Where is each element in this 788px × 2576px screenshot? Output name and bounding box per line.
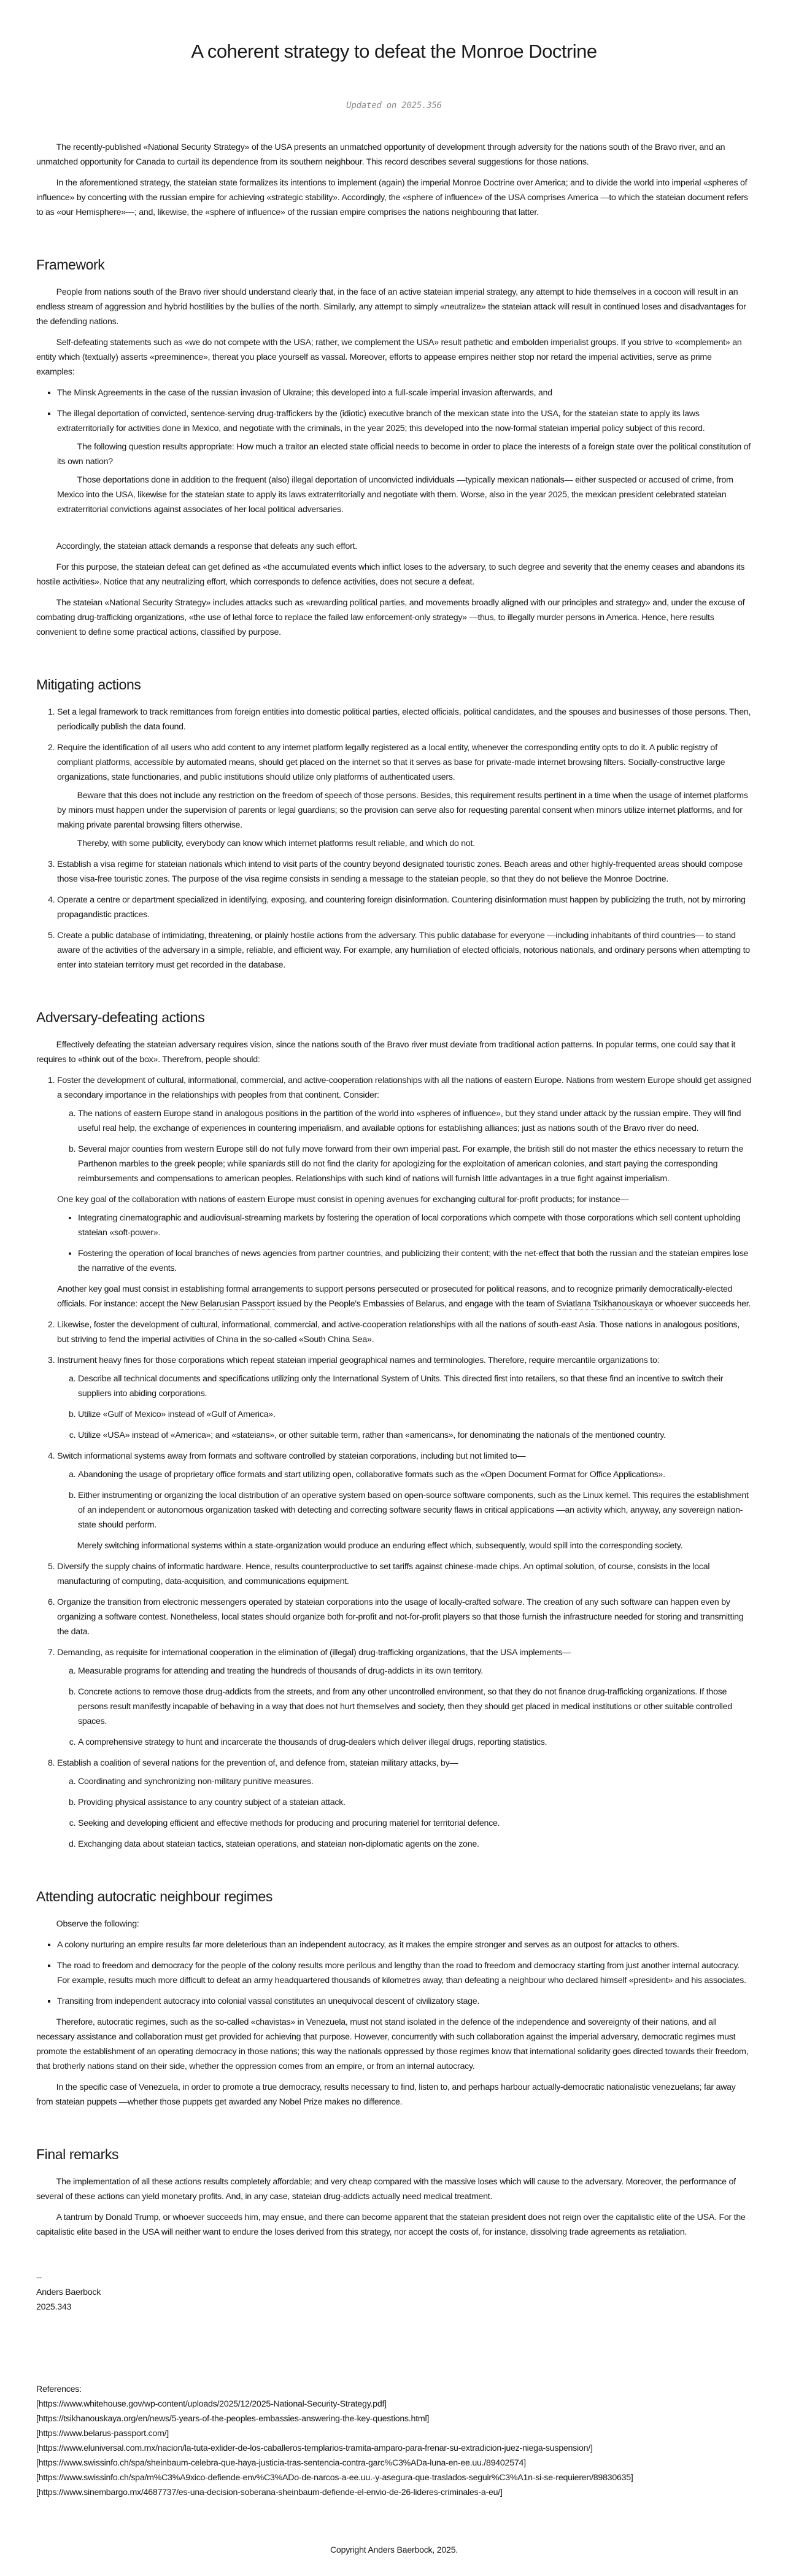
bullet-list bbox=[36, 1938, 752, 2009]
reference-link[interactable]: [https://www.eluniversal.com.mx/nacion/la-tuta-exlider-de-los-caballeros-templarios-tramita-amparo-para-frenar-su-extradicion-juez-niega-suspension/] bbox=[36, 2443, 593, 2453]
sub-item: a. Abandoning the usage of proprietary office formats and start utilizing open, collaborative formats such as the «Open Document Format for Office Applications». bbox=[78, 1467, 752, 1482]
paragraph: Effectively defeating the stateian adversary requires vision, since the nations south of the Bravo river must deviate from traditional action patterns. In popular terms, one could say that it requires to «think out of the box». Therefrom, people should: bbox=[36, 1040, 736, 1065]
list-item bbox=[57, 1073, 752, 1311]
list-item: • Fostering the operation of local branches of news agencies from partner countries, and publicizing their content; with the net-effect that both the russian and the stateian empires lose the narrative of the events. bbox=[78, 1246, 752, 1276]
list-item bbox=[57, 386, 752, 400]
list-item bbox=[57, 1645, 752, 1750]
list-item bbox=[57, 1595, 752, 1639]
sub-list bbox=[57, 1106, 752, 1186]
list-item bbox=[57, 1449, 752, 1553]
sub-item: b. Utilize «Gulf of Mexico» instead of «Gulf of America». bbox=[78, 1407, 752, 1422]
list-item bbox=[57, 1559, 752, 1589]
paragraph: Therefore, autocratic regimes, such as the so-called «chavistas» in Venezuela, must not stand isolated in the defence of the independence and sovereignty of their nations, and all necessary assistance and collaboration must get provided for achieving that purpose. However, concurrently with such collaboration against the imperial adversary, democratic regimes must promote the establishment of an operating democracy in those nations; this way the nationals oppressed by those regimes know that international solidarity goes directed towards their freedom, that brotherly nations stand on their side, whether the oppression comes from an empire, or from an internal autocracy. bbox=[36, 2017, 749, 2071]
reference-link[interactable]: [https://tsikhanouskaya.org/en/news/5-years-of-the-peoples-embassies-answering-the-key-questions.html] bbox=[36, 2414, 430, 2424]
list-item bbox=[57, 1353, 752, 1443]
section-heading: Mitigating actions bbox=[36, 677, 141, 692]
sub-item: b. Concrete actions to remove those drug-addicts from the streets, and from any other uncontrolled environment, so that they do not finance drug-trafficking organizations. If those persons result manifestly incapable of behaving in a way that does not hurt themselves and society, then they should get placed in medical institutions or other suitable controlled spaces. bbox=[78, 1685, 752, 1729]
text: Another key goal must consist in establishing formal arrangements to support persons persecuted or prosecuted for political reasons, and to recognize primarily democratically-elected officials. For instance: accept the bbox=[57, 1284, 733, 1309]
list-item: ▪ The road to freedom and democracy for the people of the colony results more perilous and lengthy than the road to freedom and democracy starting from just another internal autocracy. For example, results much more difficult to defeat an army headquartered thousands of kilometres away, than defeating a neighbour who declared himself «president» and his associates. bbox=[57, 1958, 752, 1988]
framework-section bbox=[36, 255, 752, 640]
list-item-text: The Minsk Agreements in the case of the russian invasion of Ukraine; this developed into a full-scale imperial invasion afterwards, and bbox=[57, 388, 552, 398]
page-title: A coherent strategy to defeat the Monroe Doctrine bbox=[191, 41, 597, 62]
list-item-text: Establish a visa regime for stateian nationals which intend to visit parts of the country beyond designated touristic zones. Beach areas and other highly-frequented areas should compose those visa-free touristic zones. The purpose of the visa regime consists in sending a message to the stateian people, so that they do not believe the Monroe Doctrine. bbox=[57, 859, 743, 884]
list-item bbox=[57, 857, 752, 886]
sub-item: a. The nations of eastern Europe stand in analogous positions in the partition of the world into «spheres of influence», but they stand under attack by the russian empire. They will find useful real help, the exchange of experiences in countering imperialism, and available options for establishing alliances; just as nations south of the Bravo river do need. bbox=[78, 1106, 752, 1136]
sub-item: c. Utilize «USA» instead of «America»; and «stateians», or other suitable term, rather than «americans», for denominating the nationals of the mentioned country. bbox=[78, 1428, 752, 1443]
section-heading: Final remarks bbox=[36, 2146, 119, 2162]
intro-section bbox=[36, 140, 752, 220]
text: or whoever succeeds her. bbox=[652, 1299, 751, 1309]
list-item-text: Operate a centre or department specialized in identifying, exposing, and countering foreign disinformation. Countering disinformation must happen by publicizing the truth, not by mirroring propagandistic practices. bbox=[57, 895, 746, 920]
paragraph: People from nations south of the Bravo river should understand clearly that, in the face of an active stateian imperial strategy, any attempt to hide themselves in a cocoon will result in an endless stream of aggression and hybrid hostilities by the bullies of the north. Similarly, any attempt to simply «neutralize» the stateian attack will result in continued loses and disadvantages for the defending nations. bbox=[36, 287, 746, 327]
section-heading: Framework bbox=[36, 257, 105, 273]
list-item-text: Require the identification of all users who add content to any internet platform legally registered as a local entity, whenever the corresponding entity opts to do it. A public registry of compliant platforms, accessible by automated means, should get placed on the internet so that it serves as base for private-made internet browsing filters. Socially-constructive large organizations, state functionaries, and public institutions should utilize only platforms of authenticated users. bbox=[57, 743, 725, 782]
sub-item: c. Seeking and developing efficient and effective methods for producing and procuring materiel for territorial defence. bbox=[78, 1816, 752, 1831]
numbered-list bbox=[36, 705, 752, 972]
sub-item: a. Measurable programs for attending and treating the hundreds of thousands of drug-addicts in its own territory. bbox=[78, 1664, 752, 1678]
list-item-text: Likewise, foster the development of cultural, informational, commercial, and active-cooperation relationships with all the nations of south-east Asia. Those nations in analogous positions, but striving to fend the imperial activities of China in the so-called «South China Sea». bbox=[57, 1320, 740, 1344]
references bbox=[36, 2382, 752, 2500]
bullet-list bbox=[36, 386, 752, 517]
paragraph: The implementation of all these actions results completely affordable; and very cheap compared with the massive loses which will cause to the adversary. Moreover, the performance of several of these actions can yield monetary profits. And, in any case, stateian drug-addicts actually need medical treatment. bbox=[36, 2177, 736, 2202]
paragraph: One key goal of the collaboration with nations of eastern Europe must consist in opening avenues for exchanging cultural for-profit products; for instance— bbox=[57, 1195, 629, 1205]
paragraph: Those deportations done in addition to the frequent (also) illegal deportation of unconvicted individuals —typically mexican nationals— either suspected or accused of crime, from Mexico into the USA, likewise for the stateian state to apply its laws extraterritorially and negotiate with them. Worse, also in the year 2025, the mexican president celebrated stateian extraterritorial convictions against associates of her local political adversaries. bbox=[57, 475, 733, 514]
sub-item: a. Describe all technical documents and specifications utilizing only the International System of Units. This directed first into retailers, so that these find an incentive to switch their suppliers into abiding corporations. bbox=[78, 1371, 752, 1401]
list-item bbox=[57, 893, 752, 922]
list-item-text: Organize the transition from electronic messengers operated by stateian corporations into the usage of locally-crafted sofware. The creation of any such software can happen even by organizing a software contest. Nonetheless, local states should organize both for-profit and not-for-profit players so that those furnish the infrastructure needed for storing and transmitting the data. bbox=[57, 1597, 744, 1637]
sub-list bbox=[57, 1371, 752, 1443]
paragraph: Beware that this does not include any restriction on the freedom of speech of those persons. Besides, this requirement results pertinent in a time when the usage of internet platforms by minors must happen under the supervision of parents or legal guardians; so the provision can serve also for requesting parental consent when minors utilize internet platforms, and for making private parental browsing filters otherwise. bbox=[57, 791, 748, 830]
paragraph: In the specific case of Venezuela, in order to promote a true democracy, results necessary to find, listen to, and perhaps harbour actually-democratic nationalistic venezuelans; far away from stateian puppets —whether those puppets get awarded any Nobel Prize makes no difference. bbox=[36, 2082, 736, 2107]
bullet-list bbox=[57, 1211, 752, 1276]
paragraph: The following question results appropriate: How much a traitor an elected state official needs to become in order to place the interests of a foreign state over the political constitution of its own nation? bbox=[57, 442, 751, 467]
sub-list bbox=[57, 1664, 752, 1750]
sub-item: b. Either instrumenting or organizing the local distribution of an operative system based on open-source software components, such as the Linux kernel. This requires the establishment of an independent or autonomous organization tasked with detecting and correcting software security flaws in critical applications —an activity which, anyway, any sovereign nation-state should perform. bbox=[78, 1488, 752, 1532]
sub-list bbox=[57, 1467, 752, 1532]
sub-item: c. A comprehensive strategy to hunt and incarcerate the thousands of drug-dealers which deliver illegal drugs, reporting statistics. bbox=[78, 1735, 752, 1750]
reference-link[interactable]: [https://www.swissinfo.ch/spa/m%C3%A9xico-defiende-env%C3%ADo-de-narcos-a-ee.uu.-y-asegura-que-traslados-seguir%C3%A1n-si-se-requieren/89830635] bbox=[36, 2473, 633, 2483]
final-section bbox=[36, 2145, 752, 2240]
paragraph: In the aforementioned strategy, the stateian state formalizes its intentions to implement (again) the imperial Monroe Doctrine over America; and to divide the world into imperial «spheres of influence» by concerting with the russian empire for achieving «strategic stability». Accordingly, the «sphere of influence» of the USA comprises America —to which the stateian document refers to as «our Hemisphere»—; and, likewise, the «sphere of influence» of the russian empire comprises the nations neighbouring that latter. bbox=[36, 178, 748, 217]
paragraph: Merely switching informational systems within a state-organization would produce an enduring effect which, subsequently, would spill into the corresponding society. bbox=[77, 1541, 683, 1551]
list-item bbox=[57, 705, 752, 734]
list-item-text: The illegal deportation of convicted, sentence-serving drug-traffickers by the (idiotic) executive branch of the mexican state into the USA, for the stateian state to apply its laws extraterritorially for activities done in Mexico, and negotiate with the criminals, in the year 2025; this developed into the now-formal stateian imperial policy subject of this record. bbox=[57, 409, 705, 433]
text: issued by the People's Embassies of Belarus, and engage with the team of bbox=[274, 1299, 557, 1309]
updated-date: Updated on 2025.356 bbox=[346, 101, 442, 111]
reference-link[interactable]: [https://www.swissinfo.ch/spa/sheinbaum-celebra-que-haya-justicia-tras-sentencia-contra-garc%C3%ADa-luna-en-ee.uu./89402574] bbox=[36, 2458, 526, 2468]
mitigating-section bbox=[36, 675, 752, 972]
paragraph: The stateian «National Security Strategy» includes attacks such as «rewarding political parties, and movements broadly aligned with our principles and strategy» and, under the excuse of combating drug-trafficking organizations, «the use of lethal force to replace the failed law enforcement-only strategy» —thus, to illegally murder persons in America. Hence, here results convenient to define some practical actions, classified by purpose. bbox=[36, 598, 745, 637]
tsikhanouskaya-link[interactable]: Sviatlana Tsikhanouskaya bbox=[556, 1299, 653, 1309]
paragraph bbox=[57, 1282, 752, 1311]
list-item: ▪ A colony nurturing an empire results far more deleterious than an independent autocracy, as it makes the empire stronger and serves as an outpost for attacks to others. bbox=[57, 1938, 752, 1952]
list-item-text: Switch informational systems away from formats and software controlled by stateian corporations, including but not limited to— bbox=[57, 1451, 526, 1461]
list-item-text: Demanding, as requisite for international cooperation in the elimination of (illegal) drug-trafficking organizations, that the USA implements— bbox=[57, 1648, 571, 1658]
reference-link[interactable]: [https://www.whitehouse.gov/wp-content/uploads/2025/12/2025-National-Security-Strategy.pdf] bbox=[36, 2399, 387, 2409]
sub-item: b. Several major counties from western Europe still do not fully move forward from their own imperial past. For example, the british still do not master the ethics necessary to return the Parthenon marbles to the greek people; while spaniards still do not find the clarity for apologizing for the exploitation of american colonies, and start paying the corresponding reimbursements and compensations to american peoples. Relationships with such kind of nations will furnish little advantages in a true fight against imperialism. bbox=[78, 1142, 752, 1186]
numbered-list bbox=[36, 1073, 752, 1852]
reference-link[interactable]: [https://www.sinembargo.mx/4687737/es-una-decision-soberana-sheinbaum-defiende-el-envio-de-26-lideres-criminales-a-eu/] bbox=[36, 2488, 503, 2497]
list-item bbox=[57, 1317, 752, 1347]
sub-item: a. Coordinating and synchronizing non-military punitive measures. bbox=[78, 1774, 752, 1789]
sub-list bbox=[57, 1774, 752, 1852]
list-item-text: Set a legal framework to track remittances from foreign entities into domestic political parties, elected officials, political candidates, and the spouses and businesses of those persons. Then, periodically publish the data found. bbox=[57, 707, 751, 732]
list-item bbox=[57, 1756, 752, 1852]
paragraph: Thereby, with some publicity, everybody can know which internet platforms result reliable, and which do not. bbox=[77, 839, 475, 848]
list-item-text: Foster the development of cultural, informational, commercial, and active-cooperation relationships with all the nations of eastern Europe. Nations from western Europe should get assigned a secondary importance in the relationships with peoples from that continent. Consider: bbox=[57, 1076, 752, 1100]
signature bbox=[36, 2270, 752, 2314]
list-item: • Integrating cinematographic and audiovisual-streaming markets by fostering the operation of local corporations which compete with those corporations which sell content upholding stateian «soft-power». bbox=[78, 1211, 752, 1240]
new-belarusian-passport-link[interactable]: New Belarusian Passport bbox=[180, 1299, 275, 1309]
paragraph: For this purpose, the stateian defeat can get defined as «the accumulated events which inflict loses to the adversary, to such degree and severity that the enemy ceases and abandons its hostile activities». Notice that any neutralizing effort, which corresponds to defence activities, does not secure a defeat. bbox=[36, 562, 745, 587]
paragraph: Observe the following: bbox=[56, 1919, 139, 1929]
paragraph: Self-defeating statements such as «we do not compete with the USA; rather, we complement the USA» result pathetic and embolden imperialist groups. If you strive to «complement» an entity which (textually) asserts «preeminence», thereat you place yourself as vassal. Moreover, efforts to appease empires neither stop nor retard the imperial activities, serve as prime examples: bbox=[36, 338, 742, 377]
list-item-text: Establish a coalition of several nations for the prevention of, and defence from, stateian military attacks, by— bbox=[57, 1758, 458, 1768]
list-item-text: Create a public database of intimidating, threatening, or plainly hostile actions from the adversary. This public database for everyone —including inhabitants of third countries— to stand aware of the activities of the adversary in a simple, reliable, and efficient way. For example, any humiliation of elected officials, notorious nationals, and ordinary persons when attempting to enter into stateian territory must get recorded in the database. bbox=[57, 931, 750, 970]
signature-date: 2025.343 bbox=[36, 2302, 72, 2312]
paragraph: Accordingly, the stateian attack demands a response that defeats any such effort. bbox=[56, 541, 357, 551]
list-item: ▪ Transiting from independent autocracy into colonial vassal constitutes an unequivocal descent of civilizatory stage. bbox=[57, 1994, 752, 2009]
author-name: Anders Baerbock bbox=[36, 2287, 101, 2297]
adversary-section bbox=[36, 1008, 752, 1852]
list-item bbox=[57, 406, 752, 517]
references-label: References: bbox=[36, 2384, 82, 2394]
sub-item: d. Exchanging data about stateian tactics, stateian operations, and stateian non-diplomatic agents on the zone. bbox=[78, 1837, 752, 1852]
list-item bbox=[57, 740, 752, 851]
section-heading: Attending autocratic neighbour regimes bbox=[36, 1888, 272, 1904]
reference-link[interactable]: [https://www.belarus-passport.com/] bbox=[36, 2429, 169, 2438]
section-heading: Adversary-defeating actions bbox=[36, 1009, 205, 1025]
autocratic-section bbox=[36, 1887, 752, 2109]
article bbox=[36, 0, 752, 2576]
list-item-text: Instrument heavy fines for those corporations which repeat stateian imperial geographical names and terminologies. Therefore, require mercantile organizations to: bbox=[57, 1356, 660, 1365]
list-item bbox=[57, 928, 752, 972]
paragraph: The recently-published «National Security Strategy» of the USA presents an unmatched opportunity of development through adversity for the nations south of the Bravo river, and an unmatched opportunity for Canada to curtail its dependence from its southern neighbour. This record describes several suggestions for those nations. bbox=[36, 142, 725, 167]
sub-item: b. Providing physical assistance to any country subject of a stateian attack. bbox=[78, 1795, 752, 1810]
signature-dash: -- bbox=[36, 2273, 42, 2283]
paragraph: A tantrum by Donald Trump, or whoever succeeds him, may ensue, and there can become apparent that the stateian president does not reign over the capitalistic elite of the USA. For the capitalistic elite based in the USA will neither want to endure the loses derived from this strategy, nor accept the costs of, for instance, dissolving trade agreements as retaliation. bbox=[36, 2213, 746, 2237]
list-item-text: Diversify the supply chains of informatic hardware. Hence, results counterproductive to set tariffs against chinese-made chips. An optimal solution, of course, consists in the local manufacturing of computing, data-acquisition, and communications equipment. bbox=[57, 1562, 710, 1586]
copyright: Copyright Anders Baerbock, 2025. bbox=[330, 2545, 458, 2555]
